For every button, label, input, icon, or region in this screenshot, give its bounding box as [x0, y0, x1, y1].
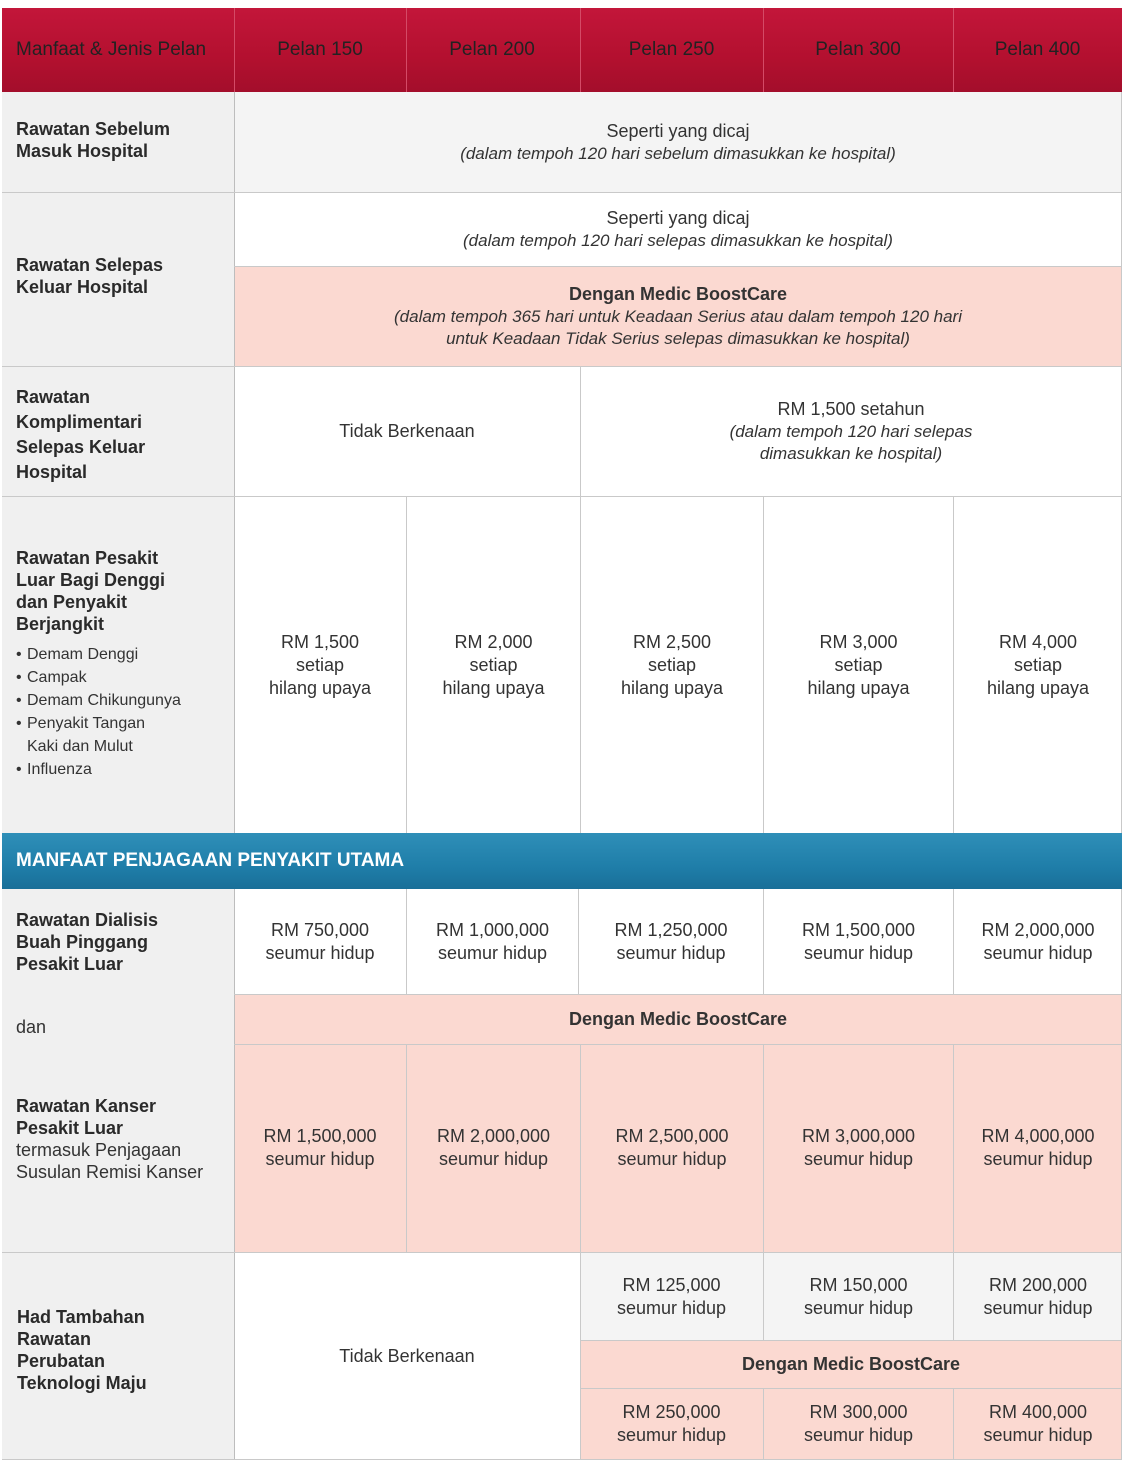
post-hospital-line2: (dalam tempoh 120 hari selepas dimasukkan ke hospital): [463, 231, 893, 250]
outpatient-cell-200: [407, 497, 580, 833]
outpatient-per-200: setiap: [469, 654, 518, 675]
cancer-amount-300: RM 3,000,000: [801, 1126, 916, 1146]
advanced-amount-250: RM 125,000: [622, 1274, 721, 1295]
cancer-cell-300: [764, 1044, 953, 1252]
advanced-boost-cell-250: [580, 1389, 763, 1459]
cancer-lifetime-250: seumur hidup: [617, 1149, 727, 1169]
post-hospital-label: Rawatan Selepas Keluar Hospital: [16, 255, 164, 297]
advanced-lifetime-300: seumur hidup: [803, 1297, 914, 1318]
advanced-boost-lifetime-250: seumur hidup: [616, 1425, 727, 1445]
pre-hospital-label: Rawatan Sebelum Masuk Hospital: [16, 119, 171, 161]
outpatient-cell-300: [764, 497, 953, 833]
post-hospital-line1: Seperti yang dicaj: [606, 208, 750, 228]
advanced-lifetime-250: seumur hidup: [616, 1297, 727, 1318]
dialysis-lifetime-200: seumur hidup: [437, 942, 548, 963]
dialysis-lifetime-300: seumur hidup: [803, 942, 914, 963]
dialysis-amount-400: RM 2,000,000: [981, 919, 1095, 940]
cancer-lifetime-150: seumur hidup: [265, 1149, 375, 1169]
outpatient-amount-150: RM 1,500: [280, 631, 360, 652]
header-plan-250: Pelan 250: [628, 39, 715, 60]
post-hospital-boost-title: Dengan Medic BoostCare: [568, 284, 788, 304]
advanced-cell-250: [580, 1253, 763, 1340]
advanced-boost-title: Dengan Medic BoostCare: [741, 1354, 961, 1374]
boostcare-banner-text: Dengan Medic BoostCare: [568, 1009, 788, 1029]
advanced-not-applicable: [234, 1253, 580, 1459]
list-item: • Influenza: [16, 758, 216, 781]
advanced-label: Had Tambahan Rawatan Perubatan Teknologi Maju: [17, 1307, 147, 1393]
list-item: • Demam Denggi: [16, 643, 216, 666]
post-hospital-boost-line2: untuk Keadaan Tidak Serius selepas dimasukkan ke hospital): [446, 329, 910, 348]
dialysis-amount-150: RM 750,000: [270, 919, 370, 940]
advanced-cell-300: [764, 1253, 953, 1340]
advanced-cell-400: [954, 1253, 1122, 1340]
header-plan-300: Pelan 300: [815, 39, 901, 60]
list-item: • Campak: [16, 666, 216, 689]
outpatient-disability-250: hilang upaya: [620, 677, 724, 698]
advanced-boost-amount-400: RM 400,000: [988, 1402, 1088, 1422]
cancer-label-block: [16, 1095, 221, 1183]
outpatient-amount-250: RM 2,500: [632, 631, 712, 652]
pre-hospital-line2: (dalam tempoh 120 hari sebelum dimasukkan ke hospital): [460, 143, 896, 163]
advanced-lifetime-400: seumur hidup: [983, 1297, 1093, 1318]
cancer-label-normal: termasuk Penjagaan Susulan Remisi Kanser: [16, 1140, 204, 1182]
advanced-na-text: Tidak Berkenaan: [339, 1345, 475, 1366]
dialysis-amount-250: RM 1,250,000: [614, 919, 728, 940]
complimentary-na-text: Tidak Berkenaan: [339, 421, 475, 441]
outpatient-amount-400: RM 4,000: [998, 631, 1078, 652]
header-plan-200: Pelan 200: [449, 39, 535, 60]
outpatient-disability-400: hilang upaya: [986, 677, 1090, 698]
section-title: MANFAAT PENJAGAAN PENYAKIT UTAMA: [2, 833, 1122, 889]
dialysis-lifetime-150: seumur hidup: [265, 942, 375, 963]
advanced-boost-amount-250: RM 250,000: [622, 1402, 721, 1422]
header-plan-400: Pelan 400: [994, 39, 1081, 60]
outpatient-label-block: [16, 547, 216, 781]
post-hospital-value: [234, 193, 1122, 266]
list-item: • Penyakit Tangan Kaki dan Mulut: [16, 712, 177, 758]
dialysis-cell-200: [407, 889, 578, 994]
complimentary-value: [580, 367, 1122, 496]
cancer-label-bold: Rawatan Kanser Pesakit Luar: [16, 1096, 157, 1138]
cancer-amount-200: RM 2,000,000: [436, 1126, 551, 1146]
list-item: • Demam Chikungunya: [16, 689, 216, 712]
outpatient-cell-250: [581, 497, 763, 833]
dialysis-cell-150: [234, 889, 406, 994]
cancer-cell-200: [407, 1044, 580, 1252]
dialysis-cell-300: [764, 889, 953, 994]
cancer-lifetime-200: seumur hidup: [438, 1149, 549, 1169]
advanced-boost-cell-400: [954, 1389, 1122, 1459]
header-plan-150: Pelan 150: [277, 39, 363, 60]
pre-hospital-line1: Seperti yang dicaj: [606, 120, 750, 141]
and-label: dan: [16, 1017, 47, 1037]
cancer-amount-250: RM 2,500,000: [615, 1126, 729, 1146]
outpatient-per-250: setiap: [647, 654, 697, 675]
dialysis-cell-250: [579, 889, 763, 994]
outpatient-amount-200: RM 2,000: [454, 631, 533, 652]
outpatient-per-400: setiap: [1013, 654, 1063, 675]
post-hospital-boostcare: [234, 267, 1122, 366]
advanced-boost-lifetime-400: seumur hidup: [983, 1425, 1093, 1445]
pre-hospital-value: [234, 92, 1122, 192]
complimentary-note2: dimasukkan ke hospital): [759, 444, 943, 463]
outpatient-disability-300: hilang upaya: [807, 677, 910, 698]
dialysis-amount-300: RM 1,500,000: [801, 919, 916, 940]
cancer-lifetime-400: seumur hidup: [983, 1149, 1093, 1169]
dialysis-lifetime-250: seumur hidup: [616, 942, 726, 963]
advanced-boost-lifetime-300: seumur hidup: [803, 1425, 914, 1445]
cancer-cell-250: [581, 1044, 763, 1252]
outpatient-per-300: setiap: [834, 654, 883, 675]
complimentary-label: Rawatan Komplimentari Selepas Keluar Hospital: [16, 387, 146, 482]
cancer-lifetime-300: seumur hidup: [803, 1149, 914, 1169]
dialysis-lifetime-400: seumur hidup: [983, 942, 1093, 963]
post-hospital-boost-line1: (dalam tempoh 365 hari untuk Keadaan Serius atau dalam tempoh 120 hari: [394, 307, 962, 326]
advanced-amount-400: RM 200,000: [988, 1274, 1088, 1295]
cancer-cell-150: [234, 1044, 406, 1252]
advanced-boostcare-banner: [580, 1341, 1122, 1388]
header-benefit-label: Manfaat & Jenis Pelan: [16, 39, 207, 60]
complimentary-note1: (dalam tempoh 120 hari selepas: [729, 422, 973, 441]
advanced-boost-cell-300: [764, 1389, 953, 1459]
dialysis-cell-400: [954, 889, 1122, 994]
complimentary-not-applicable: [234, 367, 580, 496]
advanced-boost-amount-300: RM 300,000: [809, 1402, 908, 1422]
cancer-cell-400: [954, 1044, 1122, 1252]
dialysis-label: Rawatan Dialisis Buah Pinggang Pesakit Luar: [16, 910, 159, 974]
outpatient-amount-300: RM 3,000: [819, 631, 898, 652]
cancer-amount-400: RM 4,000,000: [981, 1126, 1095, 1146]
outpatient-cell-400: [954, 497, 1122, 833]
dialysis-amount-200: RM 1,000,000: [435, 919, 550, 940]
complimentary-amount: RM 1,500 setahun: [777, 399, 925, 419]
outpatient-label: Rawatan Pesakit Luar Bagi Denggi dan Penyakit Berjangkit: [16, 548, 166, 634]
outpatient-cell-150: [234, 497, 406, 833]
outpatient-disability-150: hilang upaya: [268, 677, 372, 698]
outpatient-per-150: setiap: [295, 654, 345, 675]
cancer-amount-150: RM 1,500,000: [263, 1126, 377, 1146]
advanced-amount-300: RM 150,000: [809, 1274, 908, 1295]
outpatient-disability-200: hilang upaya: [442, 677, 545, 698]
boostcare-banner: [234, 995, 1122, 1044]
outpatient-bullet-list: [16, 643, 216, 781]
